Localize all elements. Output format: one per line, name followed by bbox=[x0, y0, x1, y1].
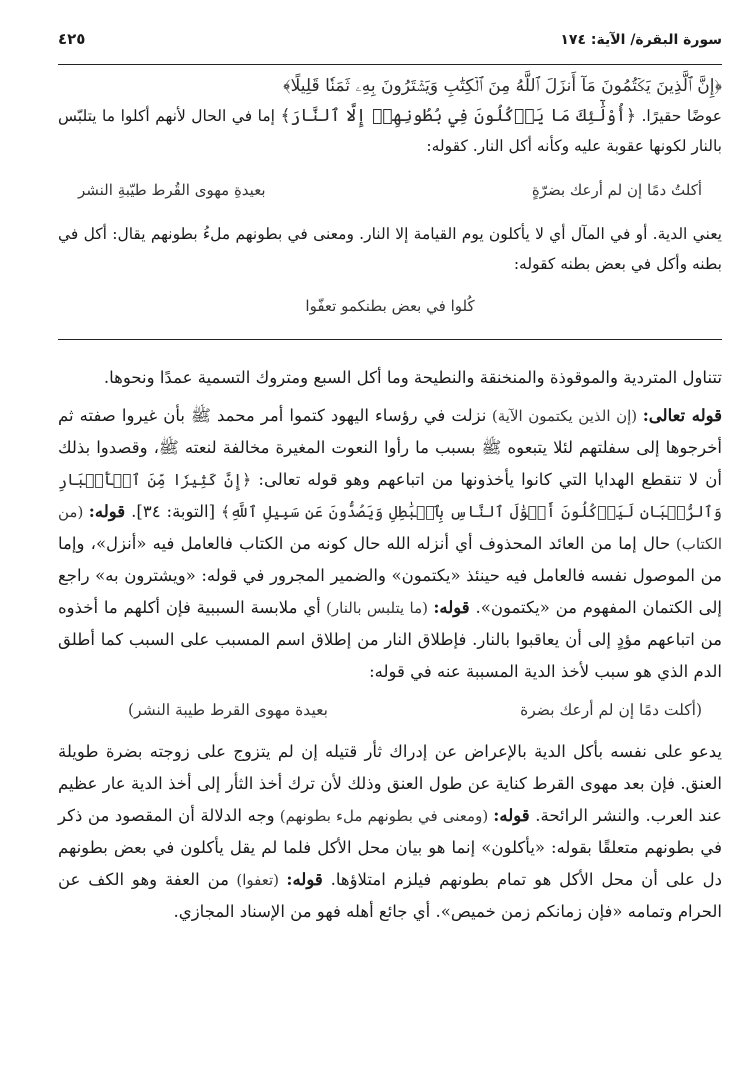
quoted-phrase: (تعفوا) bbox=[228, 871, 287, 889]
quoted-phrase: (من الكتاب) bbox=[58, 503, 723, 553]
commentary-text: أي ملابسة السببية فإن أكلهم ما أخذوه من اتباعهم مؤدٍ إلى أن يعاقبوا بالنار. فإطلاق النار من إطلاق اسم المسبب على السبب كما أطلق الدم الذي هو سبب لأخذ الدية المسببة عنه في قوله: bbox=[58, 598, 722, 681]
sharh-paragraph-3 bbox=[58, 736, 722, 928]
poem-line-2: كُلوا في بعض بطنكمو تعفّوا bbox=[305, 297, 475, 315]
matn-text: إما في الحال لأنهم أكلوا ما يتلبّس بالنار لكونها عقوبة عليه وكأنه أكل النار. كقوله: bbox=[58, 107, 722, 155]
section-divider bbox=[58, 339, 722, 340]
matn-section bbox=[58, 71, 722, 321]
quoted-phrase: (ما يتلبس بالنار) bbox=[320, 599, 434, 617]
surah-reference: سورة البقرة/ الآية: ١٧٤ bbox=[560, 32, 722, 48]
commentary-label: قوله: bbox=[493, 806, 530, 825]
verse-quote-inline: ﴿إِنَّ كَثِيرٗا مِّنَ ٱلۡأَحۡبَارِ وَٱلرُّهۡبَانِ لَيَأۡكُلُونَ أَمۡوَٰلَ ٱلنَّاسِ بِٱلۡبَٰطِلِ وَيَصُدُّونَ عَن سَبِيلِ ٱللَّهِ﴾ bbox=[58, 471, 722, 521]
commentary-label: قوله: bbox=[433, 598, 470, 617]
page-header bbox=[58, 30, 722, 65]
matn-paragraph-2: يعني الدية. أو في المآل أي لا يأكلون يوم القيامة إلا النار. ومعنى في بطونهم ملءُ بطونهم يقال: أكل في بطنه وأكل في بعض بطنه كقوله: bbox=[58, 225, 722, 273]
commentary-label: قوله: bbox=[286, 870, 323, 889]
verse-quote: ﴿إِنَّ ٱلَّذِينَ يَكۡتُمُونَ مَآ أَنزَلَ ٱللَّهُ مِنَ ٱلۡكِتَٰبِ وَيَشۡتَرُونَ بِهِۦ ثَمَنٗا قَلِيلًا﴾ bbox=[283, 76, 722, 96]
poem-hemistich-left: بعيدة مهوى القرط طيبة النشر) bbox=[128, 701, 328, 719]
poem-hemistich-right: أكلتُ دمًا إن لم أرعك بضرّةٍ bbox=[531, 181, 702, 199]
commentary-text: حال إما من العائد المحذوف أي أنزله الله حال كونه من الكتاب فالعامل فيه «أنزل»، وإما من الموصول نفسه فالعامل فيه حينئذ «يكتمون» والضمير المجرور في قوله: «ويشترون به» راجع إلى الكتمان المفهوم من «يكتمون». bbox=[58, 534, 723, 617]
commentary-text: وجه الدلالة أن المقصود من ذكر في بطونهم متعلقًا بقوله: «يأكلون» إنما هو بيان محل الأكل فلما لم يقل يأكلون في بعض بطونهم دل على أن محل الأكل هو تمام بطونهم فيلزم امتلاؤها. bbox=[58, 806, 722, 889]
poem-line-1 bbox=[58, 175, 722, 205]
poem-hemistich-right: (أكلت دمًا إن لم أرعك بضرة bbox=[520, 701, 702, 719]
matn-paragraph-1 bbox=[58, 101, 722, 161]
sharh-paragraph-1: تتناول المتردية والموقوذة والمنخنقة والنطيحة وما أكل السبع ومتروك التسمية عمدًا ونحوها. bbox=[103, 368, 722, 387]
matn-text: عوضًا حقيرًا. bbox=[635, 107, 722, 125]
page-number: ٤٢٥ bbox=[58, 30, 86, 48]
commentary-label: قوله: bbox=[88, 502, 126, 521]
commentary-text: من العفة وهو الكف عن الحرام وتمامه «فإن زمانكم زمن خميص». أي جائع أهله فهو من الإسناد المجازي. bbox=[58, 870, 722, 921]
book-page bbox=[58, 30, 722, 934]
sharh-section bbox=[58, 362, 722, 928]
verse-reference: [التوبة: ٣٤]. bbox=[125, 502, 222, 521]
sharh-paragraph-2 bbox=[58, 400, 722, 688]
poem-line-3 bbox=[58, 694, 722, 726]
verse-quote-inline: ﴿أُوْلَٰٓئِكَ مَا يَأۡكُلُونَ فِي بُطُونِهِمۡ إِلَّا ٱلنَّارَ﴾ bbox=[280, 106, 636, 126]
commentary-text: نزلت في رؤساء اليهود كتموا أمر محمد ﷺ بأن غيروا صفته ثم أخرجوها إلى سفلتهم لئلا يتبعوه ﷺ بسبب ما رأوا النعوت المغيرة مخالفة لنعته ﷺ، وقصدوا بذلك أن لا تنقطع الهدايا التي كانوا يأخذونها من اتباعهم وهو قوله تعالى: bbox=[58, 406, 722, 489]
quoted-phrase: (ومعنى في بطونهم ملء بطونهم) bbox=[274, 807, 494, 825]
commentary-label: قوله تعالى: bbox=[642, 406, 723, 425]
quoted-phrase: (إن الذين يكتمون الآية) bbox=[486, 407, 643, 425]
commentary-text: يدعو على نفسه بأكل الدية بالإعراض عن إدراك ثأر قتيله إن لم يتزوج على زوجته بضرة طويلة العنق. فإن بعد مهوى القرط كناية عن طول العنق وذلك لأن ترك أخذ الثأر إلى أخذ الدية عار عظيم عند العرب. والنشر الرائحة. bbox=[58, 742, 723, 825]
poem-hemistich-left: بعيدةِ مهوى القُرط طيّبةِ النشر bbox=[78, 181, 266, 199]
